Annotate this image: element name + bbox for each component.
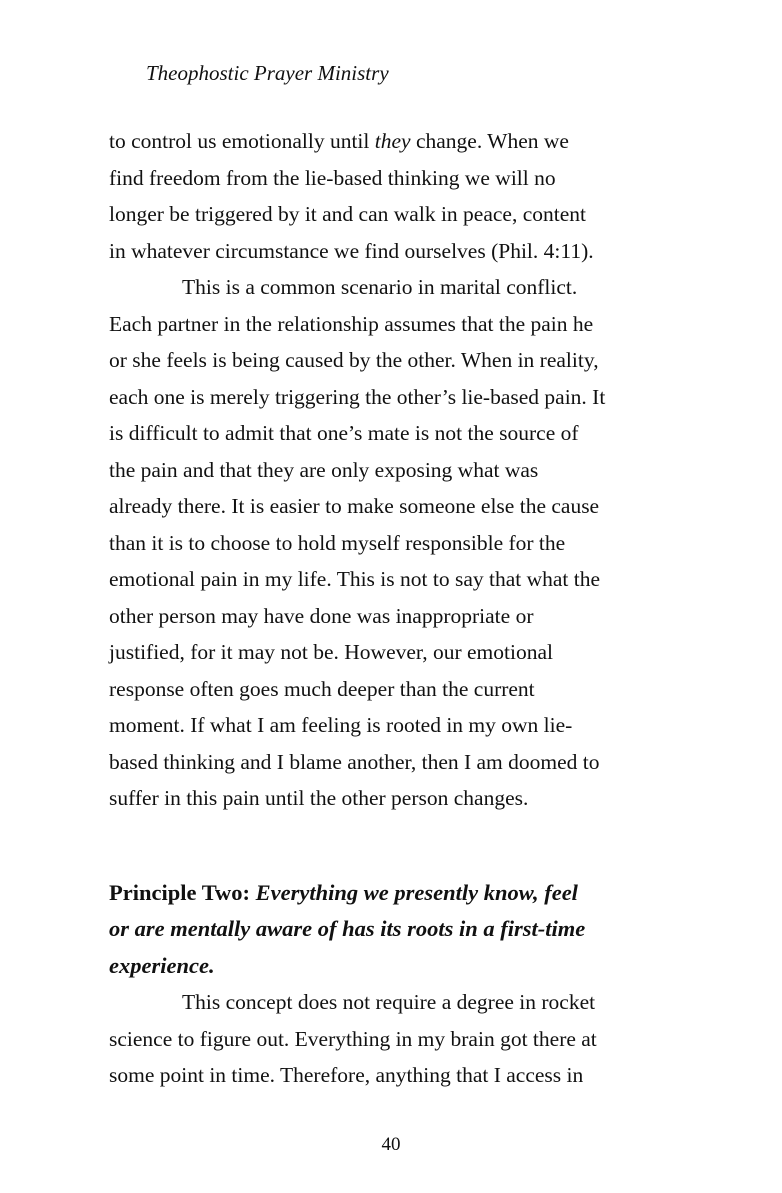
principle-line: experience.	[109, 952, 215, 978]
text-line: This concept does not require a degree in rocket	[182, 990, 596, 1014]
paragraph-rocket-science	[109, 984, 689, 1094]
text-line	[109, 123, 689, 160]
principle-line: or are mentally aware of has its roots in a first-time	[109, 916, 586, 941]
text-line: other person may have done was inappropriate or	[109, 603, 534, 628]
text-line: justified, for it may not be. However, our emotional	[109, 640, 553, 664]
text-line: or she feels is being caused by the other. When in reality,	[109, 348, 599, 372]
text-line: longer be triggered by it and can walk in peace, content	[109, 202, 586, 226]
text-line: in whatever circumstance we find ourselves (Phil. 4:11).	[109, 238, 594, 263]
text-line: each one is merely triggering the other’s lie-based pain. It	[109, 384, 606, 409]
page-number: 40	[381, 1134, 401, 1155]
body-text	[109, 123, 689, 1094]
text-line: than it is to choose to hold myself responsible for the	[109, 530, 566, 555]
text-line: emotional pain in my life. This is not to say that what the	[109, 567, 601, 591]
text-line: response often goes much deeper than the current	[109, 676, 535, 701]
text-line: This is a common scenario in marital conflict.	[182, 275, 578, 299]
running-head-title: Theophostic Prayer Ministry	[146, 61, 389, 85]
principle-statement: Everything we presently know, feel	[255, 879, 578, 905]
emphasis-they: they	[374, 129, 411, 153]
principle-heading	[109, 875, 689, 985]
section-spacer	[109, 817, 689, 875]
text-line: is difficult to admit that one’s mate is not the source of	[109, 421, 579, 445]
text-line: science to figure out. Everything in my brain got there at	[109, 1026, 597, 1051]
text-run: to control us emotionally until	[109, 129, 375, 153]
principle-line	[109, 875, 689, 912]
text-line: the pain and that they are only exposing what was	[109, 457, 539, 482]
text-line: moment. If what I am feeling is rooted in my own lie-	[109, 713, 573, 737]
text-line: already there. It is easier to make someone else the cause	[109, 494, 600, 518]
text-line: Each partner in the relationship assumes that the pain he	[109, 311, 594, 336]
text-line: based thinking and I blame another, then I am doomed to	[109, 749, 600, 774]
paragraph-marital-conflict	[109, 269, 689, 817]
principle-label: Principle Two:	[109, 879, 256, 905]
text-line: find freedom from the lie-based thinking we will no	[109, 165, 556, 190]
text-run: change. When we	[410, 129, 569, 153]
text-line: suffer in this pain until the other person changes.	[109, 786, 529, 810]
text-line: some point in time. Therefore, anything that I access in	[109, 1063, 584, 1087]
paragraph-continuation	[109, 123, 689, 269]
